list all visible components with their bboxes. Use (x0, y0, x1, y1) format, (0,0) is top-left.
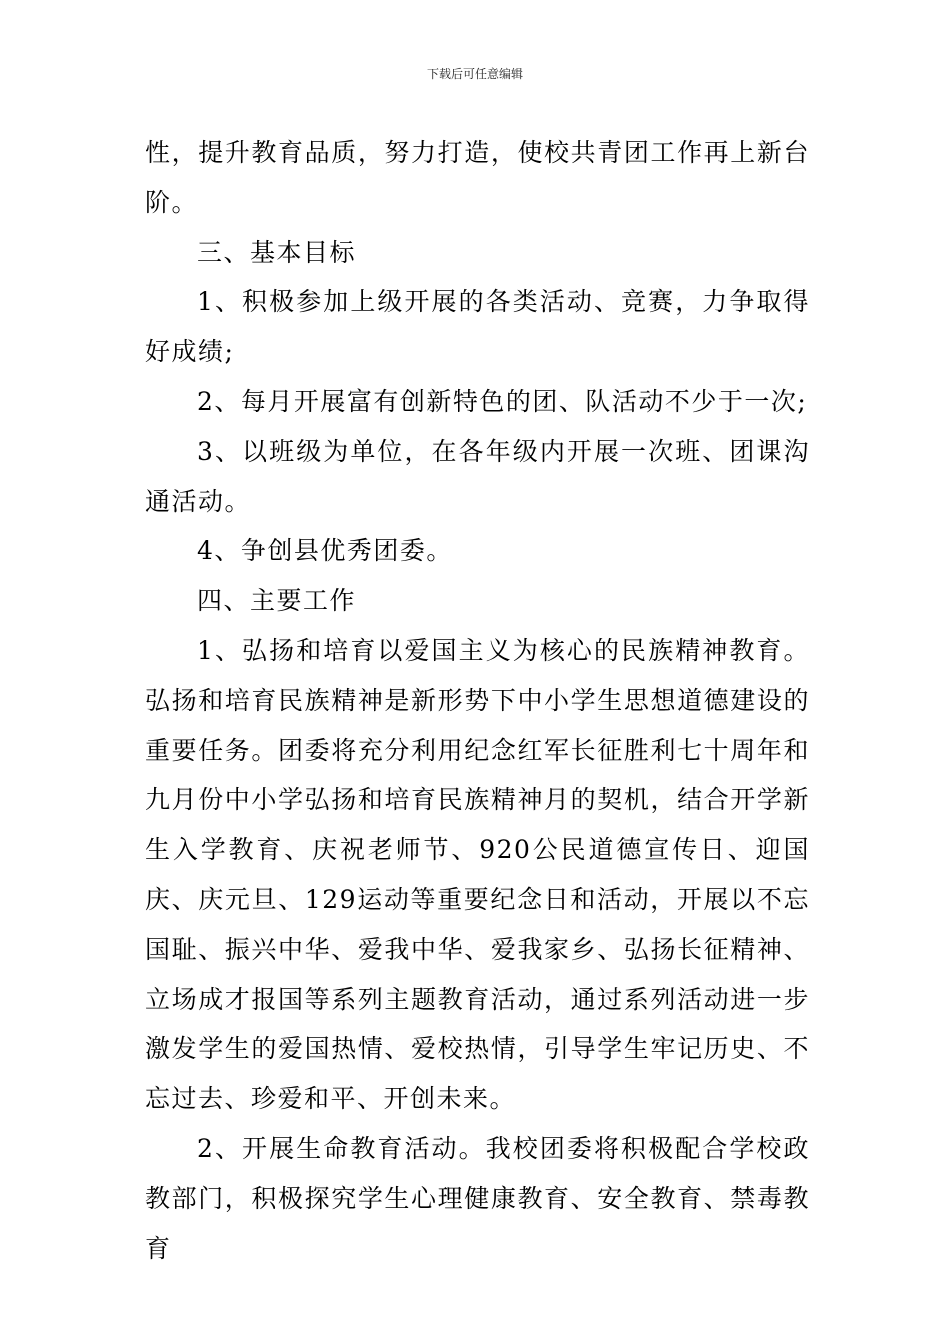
paragraph: 2、开展生命教育活动。我校团委将积极配合学校政教部门，积极探究学生心理健康教育、安全教育、禁毒教育 (145, 1133, 810, 1263)
page-header-note: 下载后可任意编辑 (426, 67, 523, 81)
list-item: 1、积极参加上级开展的各类活动、竞赛，力争取得好成绩; (145, 287, 810, 367)
section-heading: 四、主要工作 (197, 586, 357, 616)
document-body (145, 128, 810, 1273)
list-item: 4、争创县优秀团委。 (197, 536, 453, 566)
list-item: 2、每月开展富有创新特色的团、队活动不少于一次; (197, 386, 808, 416)
paragraph: 性，提升教育品质，努力打造，使校共青团工作再上新台阶。 (145, 138, 810, 217)
section-heading: 三、基本目标 (197, 237, 357, 267)
list-item: 3、以班级为单位，在各年级内开展一次班、团课沟通活动。 (145, 436, 810, 516)
paragraph: 1、弘扬和培育以爱国主义为核心的民族精神教育。弘扬和培育民族精神是新形势下中小学生思想道德建设的重要任务。团委将充分利用纪念红军长征胜利七十周年和九月份中小学弘扬和培育民族精神月的契机，结合开学新生入学教育、庆祝老师节、920公民道德宣传日、迎国庆、庆元旦、129运动等重要纪念日和活动，开展以不忘国耻、振兴中华、爱我中华、爱我家乡、弘扬长征精神、立场成才报国等系列主题教育活动，通过系列活动进一步激发学生的爱国热情、爱校热情，引导学生牢记历史、不忘过去、珍爱和平、开创未来。 (145, 635, 810, 1114)
